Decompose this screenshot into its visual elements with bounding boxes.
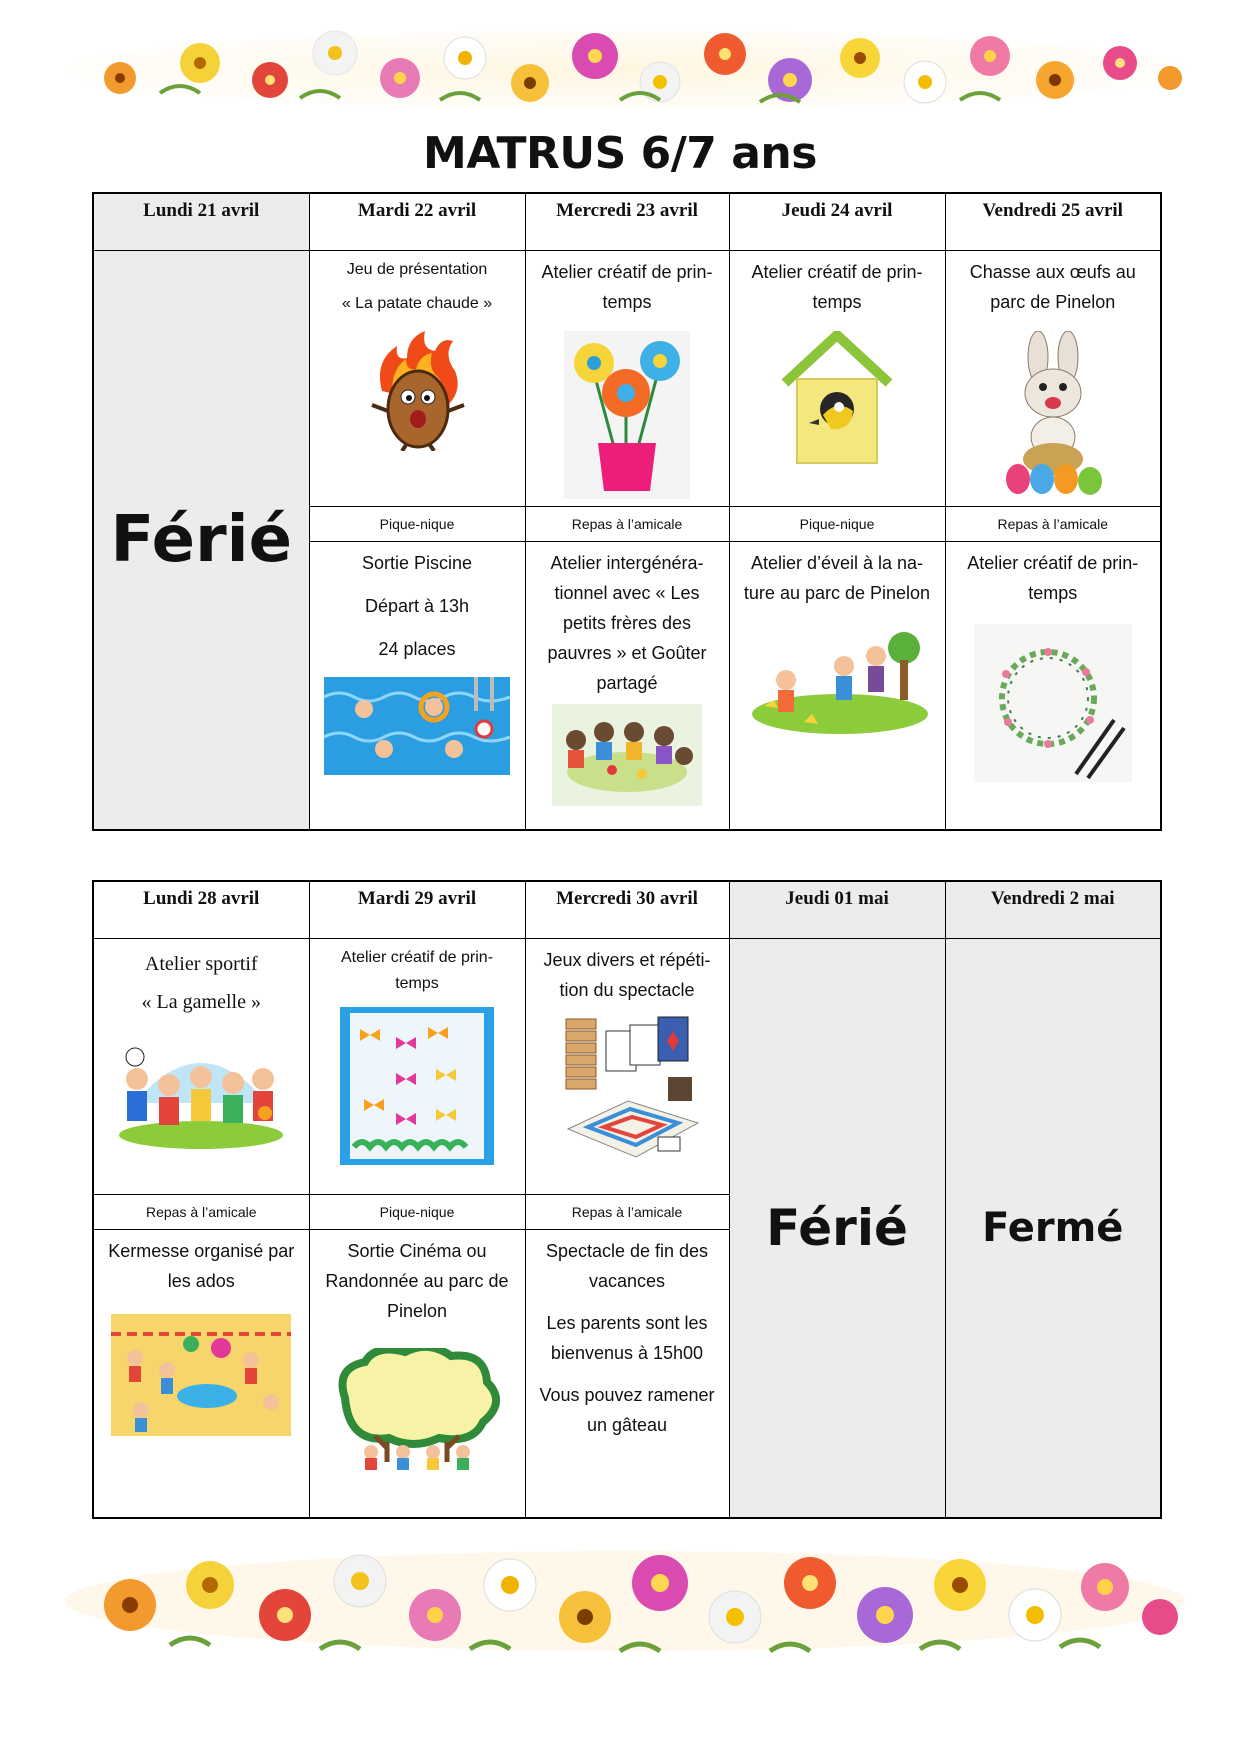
activity-line: Atelier sportif xyxy=(144,953,258,975)
day-header: Mardi 29 avril xyxy=(309,881,525,939)
activity-line: Pinelon xyxy=(386,1301,448,1321)
schedule-week-2 xyxy=(92,880,1162,1519)
activity-cell xyxy=(309,251,525,507)
activity-line: vacances xyxy=(588,1271,666,1291)
day-header: Jeudi 01 mai xyxy=(729,881,945,939)
activity-line: parc de Pinelon xyxy=(990,292,1116,312)
activity-line: un gâteau xyxy=(586,1415,668,1435)
paper-flowers-pot-icon xyxy=(564,331,690,499)
flower-banner-bottom xyxy=(60,1535,1190,1663)
shared-snack-table-icon xyxy=(552,704,702,806)
week-1-morning-row xyxy=(93,251,1161,507)
watercolor-wreath-icon xyxy=(974,624,1132,782)
swimming-pool-kids-icon xyxy=(324,677,510,775)
flower-garland-icon xyxy=(60,1535,1190,1663)
lunch-cell: Pique-nique xyxy=(309,1195,525,1230)
activity-line: « La patate chaude » xyxy=(341,295,493,312)
activity-line: temps xyxy=(395,975,439,992)
activity-cell xyxy=(93,939,309,1195)
activity-line: petits frères des xyxy=(562,613,692,633)
activity-cell xyxy=(309,542,525,830)
activity-line: pauvres » et Goûter xyxy=(547,643,707,663)
lunch-cell: Repas à l’amicale xyxy=(93,1195,309,1230)
day-header: Vendredi 25 avril xyxy=(945,193,1161,251)
activity-cell xyxy=(945,542,1161,830)
sports-kids-icon xyxy=(115,1043,287,1151)
activity-line: ture au parc de Pinelon xyxy=(743,583,931,603)
activity-cell xyxy=(93,1230,309,1518)
board-games-icon xyxy=(548,1011,706,1161)
activity-cell xyxy=(729,542,945,830)
activity-line: Jeux divers et répéti- xyxy=(543,950,711,970)
birdhouse-icon xyxy=(779,331,895,465)
day-header: Lundi 21 avril xyxy=(93,193,309,251)
week-1-day-header-row xyxy=(93,193,1161,251)
activity-cell xyxy=(525,1230,729,1518)
activity-cell xyxy=(729,251,945,507)
lunch-cell: Pique-nique xyxy=(309,507,525,542)
activity-line: « La gamelle » xyxy=(141,991,261,1013)
holiday-label: Férié xyxy=(93,251,309,830)
activity-cell xyxy=(309,1230,525,1518)
activity-cell xyxy=(525,939,729,1195)
activity-line: temps xyxy=(812,292,862,312)
activity-line: les ados xyxy=(167,1271,235,1291)
activity-line: temps xyxy=(602,292,652,312)
page-title: MATRUS 6/7 ans xyxy=(423,128,817,179)
kermesse-icon xyxy=(111,1314,291,1436)
schedule-week-1 xyxy=(92,192,1162,831)
activity-line: tion du spectacle xyxy=(559,980,695,1000)
activity-line: Sortie Piscine xyxy=(361,553,473,573)
week-2-day-header-row xyxy=(93,881,1161,939)
easter-bunny-icon xyxy=(990,331,1116,499)
activity-line: Atelier créatif de prin- xyxy=(751,262,923,282)
day-header: Jeudi 24 avril xyxy=(729,193,945,251)
activity-line: partagé xyxy=(596,673,658,693)
activity-line: Atelier intergénéra- xyxy=(550,553,704,573)
lunch-cell: Repas à l’amicale xyxy=(945,507,1161,542)
activity-cell xyxy=(945,251,1161,507)
activity-cell xyxy=(525,251,729,507)
flower-banner-top xyxy=(60,8,1190,120)
day-header: Mercredi 23 avril xyxy=(525,193,729,251)
week-2-morning-row xyxy=(93,939,1161,1195)
activity-cell xyxy=(525,542,729,830)
day-header: Vendredi 2 mai xyxy=(945,881,1161,939)
activity-line: 24 places xyxy=(378,639,456,659)
activity-line: temps xyxy=(1028,583,1078,603)
lunch-cell: Repas à l’amicale xyxy=(525,507,729,542)
activity-line: bienvenus à 15h00 xyxy=(550,1343,704,1363)
day-header: Mardi 22 avril xyxy=(309,193,525,251)
activity-line: Chasse aux œufs au xyxy=(969,262,1136,282)
holiday-label: Férié xyxy=(729,939,945,1518)
day-header: Lundi 28 avril xyxy=(93,881,309,939)
closed-label: Fermé xyxy=(945,939,1161,1518)
kids-in-park-icon xyxy=(744,626,930,740)
activity-line: Randonnée au parc de xyxy=(325,1271,509,1291)
activity-line: Départ à 13h xyxy=(364,596,470,616)
activity-line: Vous pouvez ramener xyxy=(539,1385,715,1405)
lunch-cell: Pique-nique xyxy=(729,507,945,542)
tree-frame-kids-icon xyxy=(327,1348,507,1472)
activity-line: Jeu de présentation xyxy=(346,261,488,278)
day-header: Mercredi 30 avril xyxy=(525,881,729,939)
activity-line: Atelier créatif de prin- xyxy=(340,949,494,966)
activity-line: Atelier d’éveil à la na- xyxy=(750,553,924,573)
activity-cell xyxy=(309,939,525,1195)
activity-line: tionnel avec « Les xyxy=(554,583,700,603)
activity-line: Spectacle de fin des xyxy=(545,1241,709,1261)
flaming-potato-icon xyxy=(362,331,472,451)
lunch-cell: Repas à l’amicale xyxy=(525,1195,729,1230)
activity-line: Kermesse organisé par xyxy=(108,1241,295,1261)
activity-line: Atelier créatif de prin- xyxy=(967,553,1139,573)
activity-line: Les parents sont les xyxy=(546,1313,708,1333)
flower-garland-icon xyxy=(60,8,1190,120)
pasta-butterflies-icon xyxy=(340,1007,494,1165)
activity-line: Atelier créatif de prin- xyxy=(541,262,713,282)
activity-line: Sortie Cinéma ou xyxy=(347,1241,487,1261)
